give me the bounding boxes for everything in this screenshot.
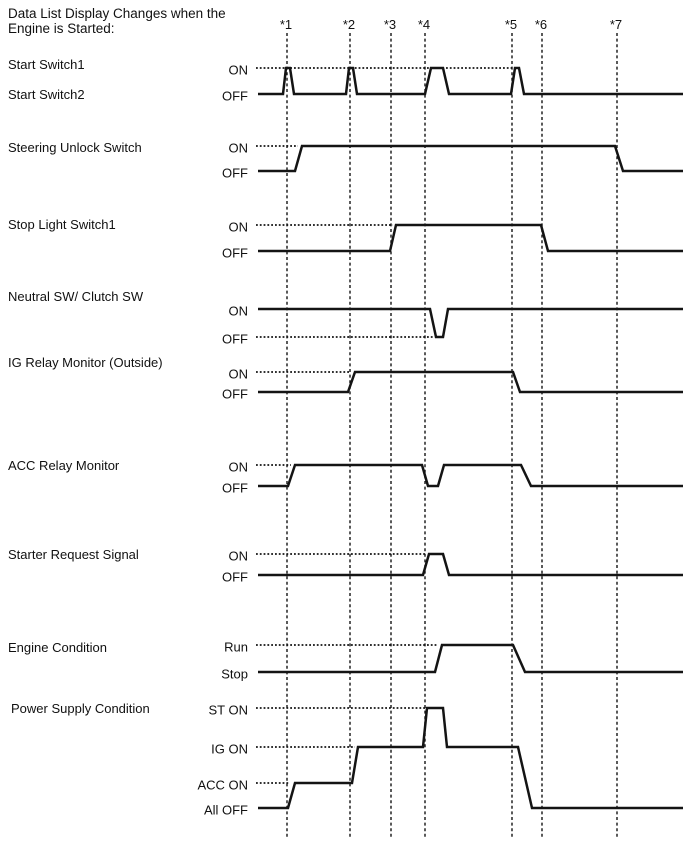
level-label: OFF [222,245,248,261]
level-label: ON [228,219,248,235]
signal-label: Start Switch1 [8,57,85,72]
time-marker-label: *3 [383,17,397,32]
time-marker-label: *7 [609,17,623,32]
signal-waveform [258,708,683,808]
signal-waveform [258,554,683,575]
diagram-title [8,6,226,36]
signal-waveform [258,465,683,486]
signal-label: Neutral SW/ Clutch SW [8,289,144,304]
time-marker-label: *5 [504,17,518,32]
time-marker-label: *6 [534,17,548,32]
diagram-title-line2: Engine is Started: [8,21,115,36]
signal-label: IG Relay Monitor (Outside) [8,355,163,370]
signal-label: ACC Relay Monitor [8,458,120,473]
level-label: All OFF [203,802,248,818]
level-label: OFF [222,480,248,496]
signal-label: Engine Condition [8,640,108,655]
time-marker-label: *2 [342,17,356,32]
level-label: IG ON [211,741,248,757]
level-label: ST ON [208,702,248,718]
signal-label: Stop Light Switch1 [8,217,116,232]
level-label: Run [224,639,248,655]
signal-label: Start Switch2 [8,87,85,102]
level-label: OFF [222,331,248,347]
signal-waveform [258,645,683,672]
level-label: ON [228,459,248,475]
level-label: Stop [221,666,248,682]
signal-waveform [258,309,683,337]
level-label: ACC ON [197,777,248,793]
level-label: ON [228,366,248,382]
level-label: OFF [222,569,248,585]
time-marker-label: *4 [417,17,431,32]
signal-label: Steering Unlock Switch [8,140,142,155]
level-label: ON [228,548,248,564]
time-marker-label: *1 [279,17,293,32]
diagram-title-line1: Data List Display Changes when the [8,6,226,21]
signal-label: Power Supply Condition [11,701,150,716]
signal-waveform [258,68,683,94]
level-label: OFF [222,386,248,402]
signal-waveform [258,225,683,251]
level-label: OFF [222,165,248,181]
level-label: ON [228,303,248,319]
signal-waveform [258,372,683,392]
level-label: ON [228,62,248,78]
level-label: OFF [222,88,248,104]
level-label: ON [228,140,248,156]
signal-label: Starter Request Signal [8,547,139,562]
signal-waveform [258,146,683,171]
